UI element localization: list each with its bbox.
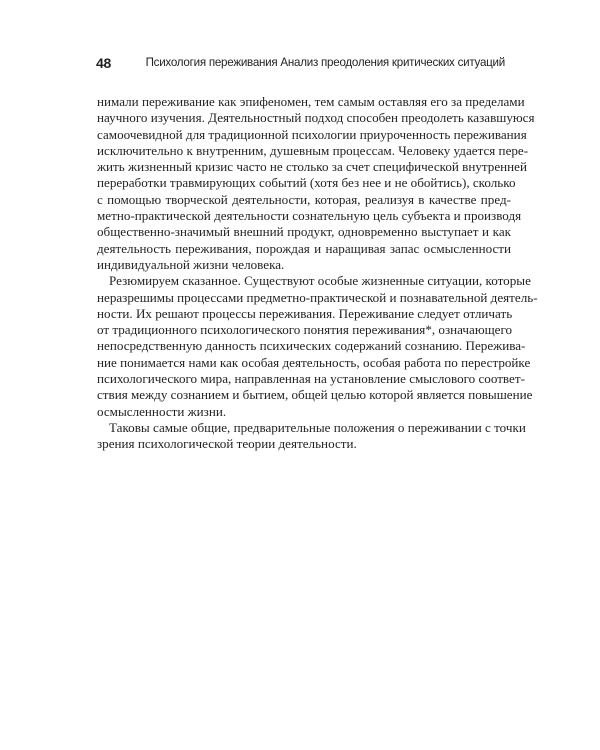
body-text — [97, 94, 538, 453]
text-line: от традиционного психологического понятия переживания*, означающего — [97, 322, 513, 338]
text-line: самоочевидной для традиционной психологии приуроченность переживания — [97, 126, 527, 142]
page-number: 48 — [96, 55, 111, 71]
text-line: ствия между сознанием и бытием, общей целью которой является повышение — [97, 387, 533, 403]
text-line: жить жизненный кризис часто не столько за счет специфической внутренней — [97, 159, 527, 175]
text-line: индивидуальной жизни человека. — [97, 256, 285, 272]
text-line: осмысленности жизни. — [97, 403, 227, 419]
text-line: деятельность переживания, порождая и наращивая запас осмысленности — [97, 240, 511, 256]
text-line: ние понимается нами как особая деятельность, особая работа по перестройке — [97, 354, 531, 370]
text-line: непосредственную данность психических содержаний сознанию. Пережива- — [97, 338, 526, 354]
text-line: переработки травмирующих событий (хотя без нее и не обойтись), сколько — [97, 175, 516, 191]
text-line: ности. Их решают процессы переживания. Переживание следует отличать — [97, 305, 513, 321]
text-line: общественно-значимый внешний продукт, одновременно выступает и как — [97, 224, 511, 240]
paragraph-3 — [97, 419, 526, 453]
text-line: исключительно к внутренним, душевным процессам. Человеку удается пере- — [97, 142, 529, 158]
text-line: неразрешимы процессами предметно-практической и познавательной деятель- — [97, 289, 538, 305]
text-line: с помощью творческой деятельности, которая, реализуя в качестве пред- — [97, 191, 511, 207]
text-line: зрения психологической теории деятельности. — [97, 436, 357, 452]
text-line: метно-практической деятельности сознательную цель субъекта и производя — [97, 208, 522, 224]
text-line: Резюмируем сказанное. Существуют особые жизненные ситуации, которые — [109, 273, 531, 289]
text-line: психологического мира, направленная на установление смыслового соответ- — [97, 371, 525, 387]
text-line: научного изучения. Деятельностный подход способен преодолеть казавшуюся — [97, 110, 535, 126]
paragraph-1 — [97, 94, 535, 273]
text-line: Таковы самые общие, предварительные положения о переживании с точки — [109, 419, 526, 435]
paragraph-2 — [97, 273, 538, 420]
text-line: нимали переживание как эпифеномен, тем самым оставляя его за пределами — [97, 94, 525, 109]
running-title: Психология переживания Анализ преодоления критических ситуаций — [145, 56, 505, 69]
